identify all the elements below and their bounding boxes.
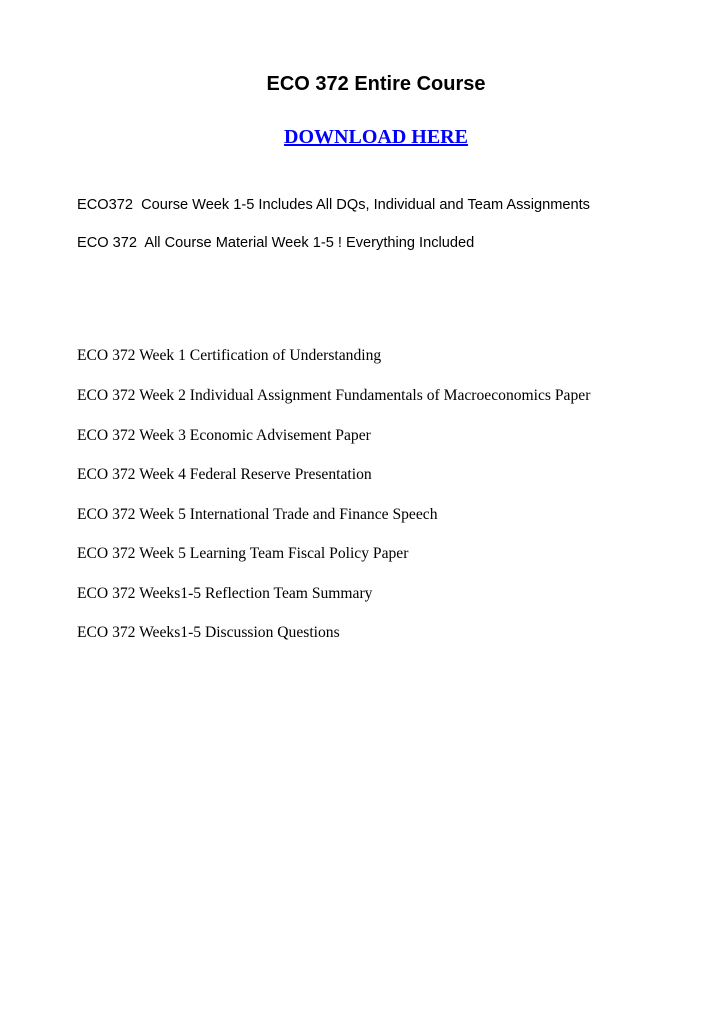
list-item-reflection: ECO 372 Weeks1-5 Reflection Team Summary [77,585,373,602]
list-item-week-5-team: ECO 372 Week 5 Learning Team Fiscal Policy Paper [77,545,409,562]
download-link[interactable]: DOWNLOAD HERE [284,126,468,148]
list-item-week-2: ECO 372 Week 2 Individual Assignment Fundamentals of Macroeconomics Paper [77,387,591,404]
list-item-week-3: ECO 372 Week 3 Economic Advisement Paper [77,427,371,444]
list-item-week-4: ECO 372 Week 4 Federal Reserve Presentation [77,466,372,483]
list-item-week-5-speech: ECO 372 Week 5 International Trade and Finance Speech [77,506,438,523]
list-item-discussion: ECO 372 Weeks1-5 Discussion Questions [77,624,340,641]
page-title: ECO 372 Entire Course [266,73,486,95]
intro-line-includes: ECO372 Course Week 1-5 Includes All DQs, Individual and Team Assignments [77,197,590,213]
intro-line-material: ECO 372 All Course Material Week 1-5 ! Everything Included [77,235,475,251]
list-item-week-1: ECO 372 Week 1 Certification of Understanding [77,347,382,364]
